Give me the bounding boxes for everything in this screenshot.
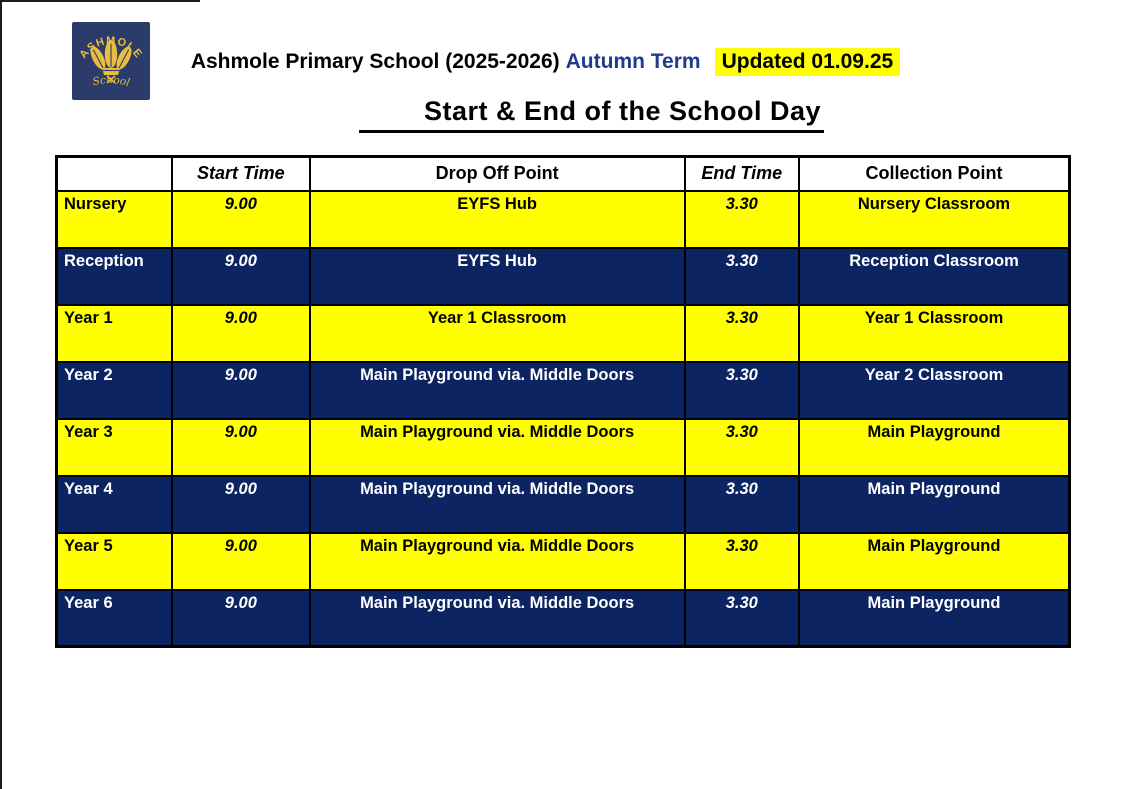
collection-cell: Nursery Classroom [799,191,1070,248]
collection-cell: Main Playground [799,590,1070,647]
start-time-cell: 9.00 [172,362,310,419]
end-time-cell: 3.30 [685,248,799,305]
end-time-cell: 3.30 [685,476,799,533]
start-time-cell: 9.00 [172,305,310,362]
page-title [0,96,1121,133]
end-time-cell: 3.30 [685,419,799,476]
row-label-cell: Reception [57,248,172,305]
row-label-cell: Year 1 [57,305,172,362]
row-label-cell: Nursery [57,191,172,248]
collection-cell: Year 1 Classroom [799,305,1070,362]
table-row-nursery [57,191,1070,248]
start-time-cell: 9.00 [172,419,310,476]
start-time-cell: 9.00 [172,476,310,533]
document-header [0,50,1121,74]
collection-cell: Reception Classroom [799,248,1070,305]
drop-off-cell: Main Playground via. Middle Doors [310,533,685,590]
collection-cell: Year 2 Classroom [799,362,1070,419]
row-label-cell: Year 6 [57,590,172,647]
collection-cell: Main Playground [799,533,1070,590]
school-name-text: Ashmole Primary School (2025-2026) [190,50,560,73]
end-time-cell: 3.30 [685,191,799,248]
column-header-collection-point: Collection Point [799,157,1070,191]
drop-off-cell: Year 1 Classroom [310,305,685,362]
drop-off-cell: Main Playground via. Middle Doors [310,476,685,533]
schedule-table [55,155,1071,648]
table-row-reception [57,248,1070,305]
page-top-edge-line [0,0,200,2]
updated-badge: Updated 01.09.25 [715,48,901,76]
drop-off-cell: Main Playground via. Middle Doors [310,362,685,419]
column-header-end-time: End Time [685,157,799,191]
start-time-cell: 9.00 [172,590,310,647]
drop-off-cell: Main Playground via. Middle Doors [310,419,685,476]
row-label-cell: Year 5 [57,533,172,590]
start-time-cell: 9.00 [172,191,310,248]
table-row-year-6 [57,590,1070,647]
table-row-year-4 [57,476,1070,533]
term-text: Autumn Term [565,50,701,73]
start-time-cell: 9.00 [172,533,310,590]
table-row-year-2 [57,362,1070,419]
drop-off-cell: EYFS Hub [310,191,685,248]
page-title-text: Start & End of the School Day [359,96,824,133]
row-label-cell: Year 3 [57,419,172,476]
column-header-start-time: Start Time [172,157,310,191]
header-row [57,157,1070,191]
end-time-cell: 3.30 [685,305,799,362]
collection-cell: Main Playground [799,476,1070,533]
row-label-cell: Year 2 [57,362,172,419]
drop-off-cell: Main Playground via. Middle Doors [310,590,685,647]
table-row-year-1 [57,305,1070,362]
column-header-blank [57,157,172,191]
row-label-cell: Year 4 [57,476,172,533]
table-row-year-3 [57,419,1070,476]
end-time-cell: 3.30 [685,362,799,419]
end-time-cell: 3.30 [685,533,799,590]
drop-off-cell: EYFS Hub [310,248,685,305]
table-row-year-5 [57,533,1070,590]
column-header-drop-off-point: Drop Off Point [310,157,685,191]
end-time-cell: 3.30 [685,590,799,647]
collection-cell: Main Playground [799,419,1070,476]
logo-script-text: School [91,74,132,90]
start-time-cell: 9.00 [172,248,310,305]
logo-arc-text: ASHMOLE [77,34,145,61]
